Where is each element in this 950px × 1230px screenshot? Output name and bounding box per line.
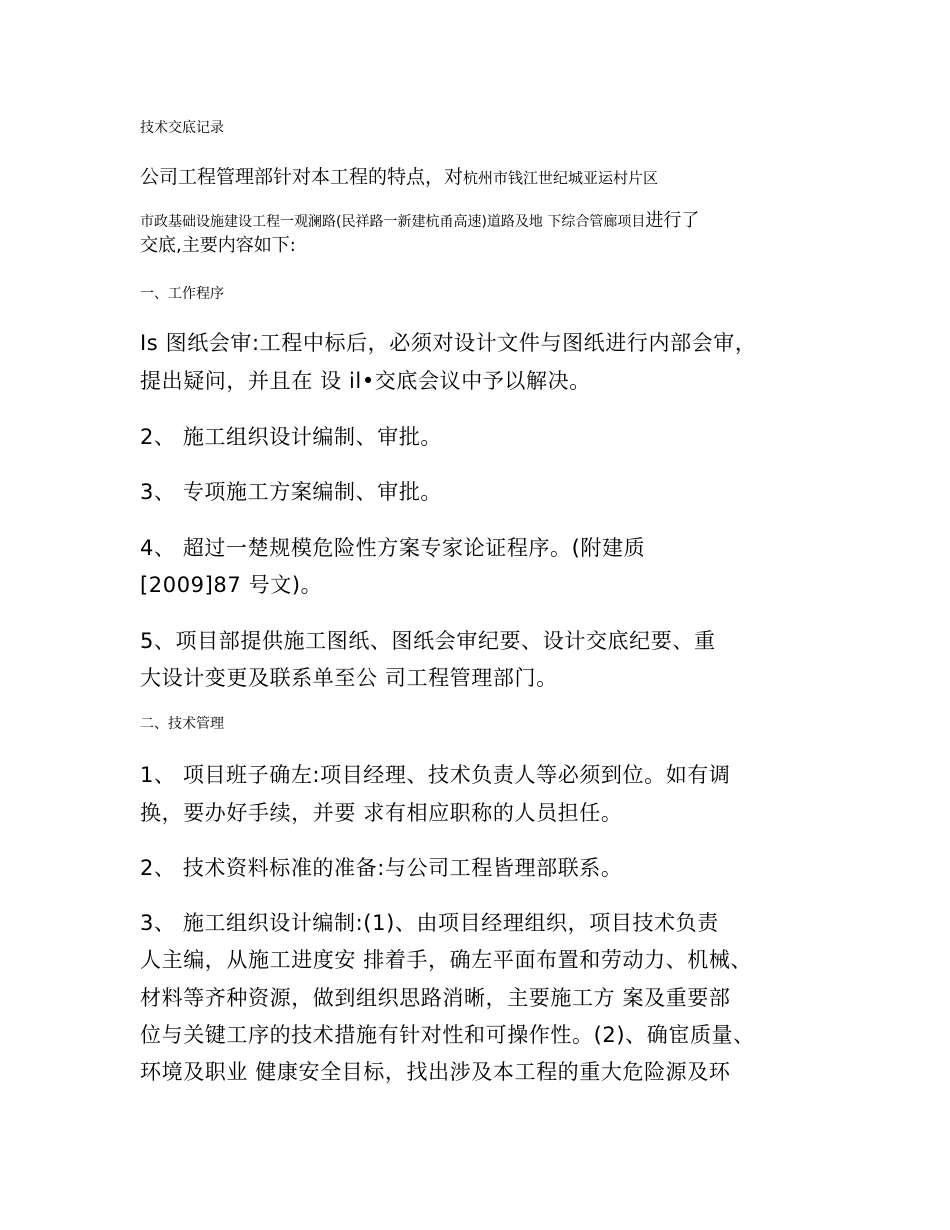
- intro-line-1-project: 杭州市钱江世纪城亚运村片区: [463, 169, 659, 187]
- section-1-item-2: 2、 施工组织设计编制、审批。: [140, 425, 443, 449]
- section-1-item-5-line-2: 大设计变更及联系单至公 司工程管理部门。: [140, 666, 558, 690]
- section-2-title: 二、技术管理: [140, 716, 224, 732]
- section-1-item-4-line-2: [2009]87 号文)。: [140, 573, 323, 597]
- section-2-item-3-line-2: 人主编，从施工进度安 排着手，确左平面布置和劳动力、机械、: [140, 948, 753, 972]
- section-2-item-2: 2、 技术资料标准的准备:与公司工程皆理部联系。: [140, 856, 623, 880]
- section-1-item-1-line-2: 提出疑问，并且在 设 il•交底会议中予以解决。: [140, 369, 591, 393]
- section-1-title: 一、工作程序: [140, 286, 224, 302]
- intro-line-2: [140, 212, 699, 230]
- section-2-item-3-line-3: 材料等齐种资源，做到组织思路消晰，主要施工方 案及重要部: [140, 986, 731, 1010]
- document-heading: 技术交底记录: [140, 120, 224, 136]
- section-2-item-3-line-4: 位与关键工序的技术措施有针对性和可操作性。(2)、确宦质量、: [140, 1023, 755, 1047]
- section-2-item-1-line-2: 换，要办好手续，并要 求有相应职称的人员担任。: [140, 801, 623, 825]
- section-2-item-3-line-1: 3、 施工组织设计编制:(1)、由项目经理组织，项目技术负责: [140, 911, 719, 935]
- section-1-item-3: 3、 专项施工方案编制、审批。: [140, 480, 443, 504]
- intro-line-2-project: 市政基础设施建设工程一观澜路(民祥路一新建杭甬高速)道路及地 下综合管廊项目: [140, 214, 646, 230]
- section-1-item-1-line-1: Is 图纸会审:工程中标后，必须对设计文件与图纸进行内部会审，: [140, 331, 757, 355]
- section-2-item-1-line-1: 1、 项目班子确左:项目经理、技术负责人等必须到位。如有调: [140, 763, 731, 787]
- intro-line-1: [140, 168, 658, 187]
- section-2-item-3-line-5: 环境及职业 健康安全目标，找出涉及本工程的重大危险源及环: [140, 1060, 731, 1084]
- intro-line-2-tail: 进行了: [645, 210, 700, 231]
- section-1-item-5-line-1: 5、项目部提供施工图纸、图纸会审纪要、设计交底纪要、重: [140, 629, 716, 653]
- section-1-item-4-line-1: 4、 超过一楚规模危险性方案专家论证程序。(附建质: [140, 536, 646, 560]
- intro-line-3: 交底,主要内容如下:: [140, 235, 296, 256]
- intro-line-1-main: 公司工程管理部针对本工程的特点，对: [140, 166, 464, 188]
